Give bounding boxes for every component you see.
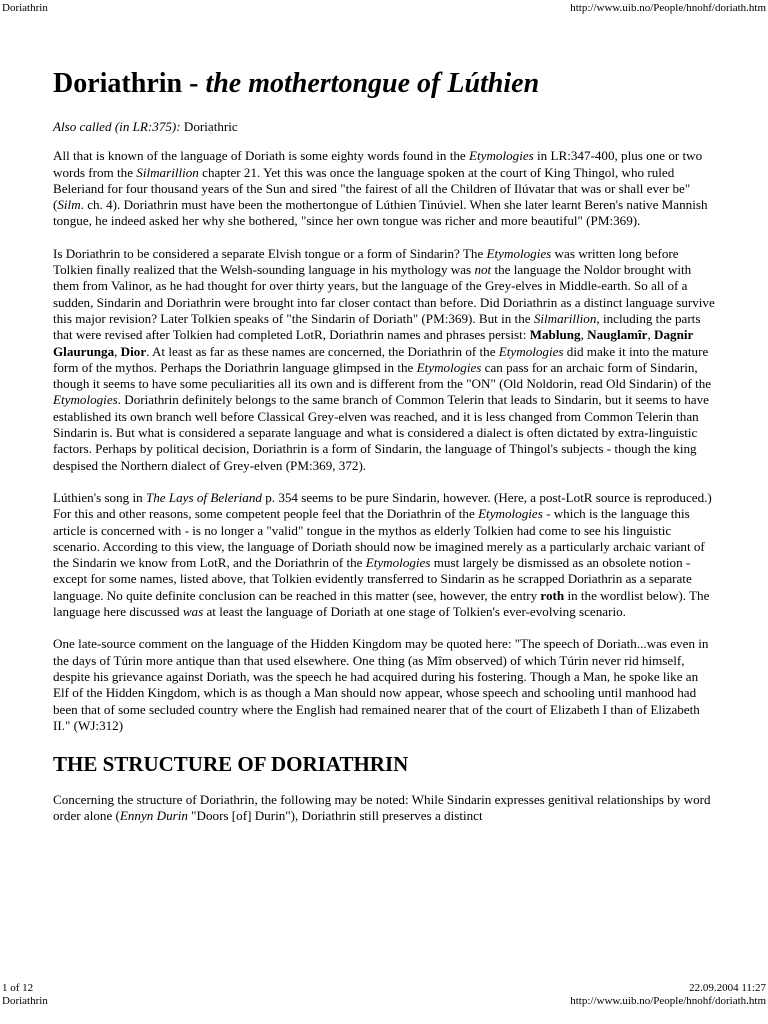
name-bold: Nauglamîr (587, 327, 648, 343)
text-italic: Silmarillion (136, 164, 199, 180)
footer-page-label: Doriathrin (2, 995, 48, 1007)
text: "Doors [of] Durin"), Doriathrin still preserves a distinct (187, 808, 483, 824)
name-bold: Mablung (529, 327, 581, 343)
paragraph-structure (53, 792, 715, 825)
text-italic: Etymologies (416, 359, 482, 375)
text-italic: Etymologies (365, 555, 431, 571)
text: - which is the language this article is concerned with - is no longer a "valid" tongue in the mythos as elderly Tolkien had come to see his linguistic scenario. According to this view, the language of Doriath should now be imagined merely as a particularly archaic variant of the Sindarin we know from LotR, and the Doriathrin of the (53, 506, 705, 571)
text: . At least as far as these names are concerned, the Doriathrin of the (146, 343, 499, 359)
paragraph-luthien-song (53, 490, 715, 620)
name-bold: Dagnir Glaurunga (53, 327, 694, 359)
text: Concerning the structure of Doriathrin, the following may be noted: While Sindarin expresses genitival relationships by word order alone ( (53, 792, 711, 824)
name-bold: Dior (120, 343, 147, 359)
text: , (114, 343, 121, 359)
also-called-label: Also called (in LR:375): (53, 119, 181, 134)
text-italic: Etymologies (53, 392, 118, 408)
footer-url[interactable]: http://www.uib.no/People/hnohf/doriath.htm (570, 995, 766, 1007)
paragraph-sindarin-question (53, 246, 715, 474)
paragraph-hidden-kingdom (53, 636, 715, 734)
article (53, 66, 715, 841)
word-bold: roth (540, 587, 565, 603)
text-italic: Etymologies (498, 343, 564, 359)
text-italic: was (182, 604, 204, 620)
browser-page-label: Doriathrin (2, 2, 48, 14)
print-datetime: 22.09.2004 11:27 (689, 982, 766, 994)
text-italic: Etymologies (486, 245, 552, 261)
page-title (53, 66, 715, 102)
text: Lúthien's song in (53, 489, 146, 505)
text: , (580, 327, 588, 343)
text: . Doriathrin definitely belongs to the same branch of Common Telerin that leads to Sindarin, but it seems to have established its own branch well before Classical Grey-elven was reached, and it is less changed from Common Telerin than Sindarin is. But what is considered a separate language and what is considered a dialect is often dictated by extra-linguistic factors. Perhaps by political decision, Doriathrin is a form of Sindarin, the language of Thingol's subjects - though the king despised the Northern dialect of Grey-elven (PM:369, 372). (53, 392, 709, 473)
text: in LR:347-400, plus one or two words from the (53, 148, 703, 180)
text-italic: Silm (57, 197, 81, 213)
text-italic: Silmarillion (533, 310, 597, 326)
text: in the wordlist below). The language here discussed (53, 587, 710, 620)
text: Is Doriathrin to be considered a separate Elvish tongue or a form of Sindarin? The (53, 245, 487, 261)
text: , including the parts that were revised after Tolkien had completed LotR, Doriathrin names and phrases persist: (53, 310, 701, 343)
also-called-value: Doriathric (180, 119, 238, 134)
text: All that is known of the language of Doriath is some eighty words found in the (53, 148, 470, 164)
section-heading: THE STRUCTURE OF DORIATHRIN (53, 752, 409, 777)
text-italic: Ennyn Durin (119, 808, 188, 824)
browser-url[interactable]: http://www.uib.no/People/hnohf/doriath.htm (570, 2, 766, 14)
text: can pass for an archaic form of Sindarin, though it seems to have some peculiarities all its own and is different from the "ON" (Old Noldorin, read Old Sindarin) of the (53, 359, 712, 392)
text: One late-source comment on the language of the Hidden Kingdom may be quoted here: "The speech of Doriath...was even in the days of Túrin more antique than that used elsewhere. One thing (as Mîm observed) of which Túrin never rid himself, despite his grievance against Doriath, was the speech he had acquired during his fostering. Though a Man, he spoke like an Elf of the Hidden Kingdom, which is as though a Man should now appear, whose speech and schooling until manhood had been that of some secluded country where the English had remained nearer that of the court of Elizabeth I than of Elizabeth II." (WJ:312) (53, 636, 709, 733)
paragraph-intro (53, 148, 715, 229)
text-italic: not (474, 262, 492, 278)
text: , (647, 327, 655, 343)
title-subtitle: the mothertongue of Lúthien (205, 68, 540, 99)
text: was written long before Tolkien finally realized that the Welsh-sounding language in his mythology was (53, 245, 679, 278)
text: chapter 21. Yet this was once the language spoken at the court of King Thingol, who ruled Beleriand for four thousand years of the Sun and sired "the fairest of all the Children of Ilúvatar that was or shall ever be" ( (53, 164, 691, 213)
text: the language the Noldor brought with them from Valinor, as he had thought for over thirty years, but the language of the Grey-elves in Middle-earth. So all of a sudden, Sindarin and Doriathrin were brought into far closer contact than before. Did Doriathrin as a distinct language survive this major revision? Later Tolkien speaks of "the Sindarin of Doriath" (PM:369). But in the (53, 262, 715, 326)
text-italic: Etymologies (469, 148, 534, 164)
text: p. 354 seems to be pure Sindarin, however. (Here, a post-LotR source is reproduced.) For this and other reasons, some competent people feel that the Doriathrin of the (53, 489, 712, 522)
text-italic: The Lays of Beleriand (145, 489, 262, 505)
text: at least the language of Doriath at one stage of Tolkien's ever-evolving scenario. (203, 604, 626, 620)
text: must largely be dismissed as an obsolete notion - except for some names, listed above, that Tolkien evidently transferred to Sindarin as he scrapped Doriathrin as a separate language. No quite definite conclusion can be reached in this matter (see, however, the entry (53, 555, 692, 603)
text: did make it into the mature form of the mythos. Perhaps the Doriathrin language glimpsed in the (53, 343, 709, 375)
title-main: Doriathrin - (53, 68, 206, 99)
text-italic: Etymologies (478, 506, 543, 522)
page-count: 1 of 12 (2, 982, 34, 994)
also-called (53, 119, 715, 135)
text: . ch. 4). Doriathrin must have been the mothertongue of Lúthien Tinúviel. When she later learnt Beren's native Mannish tongue, he indeed asked her why she bothered, "since her own tongue was richer and more beautiful" (PM:369). (53, 197, 708, 229)
